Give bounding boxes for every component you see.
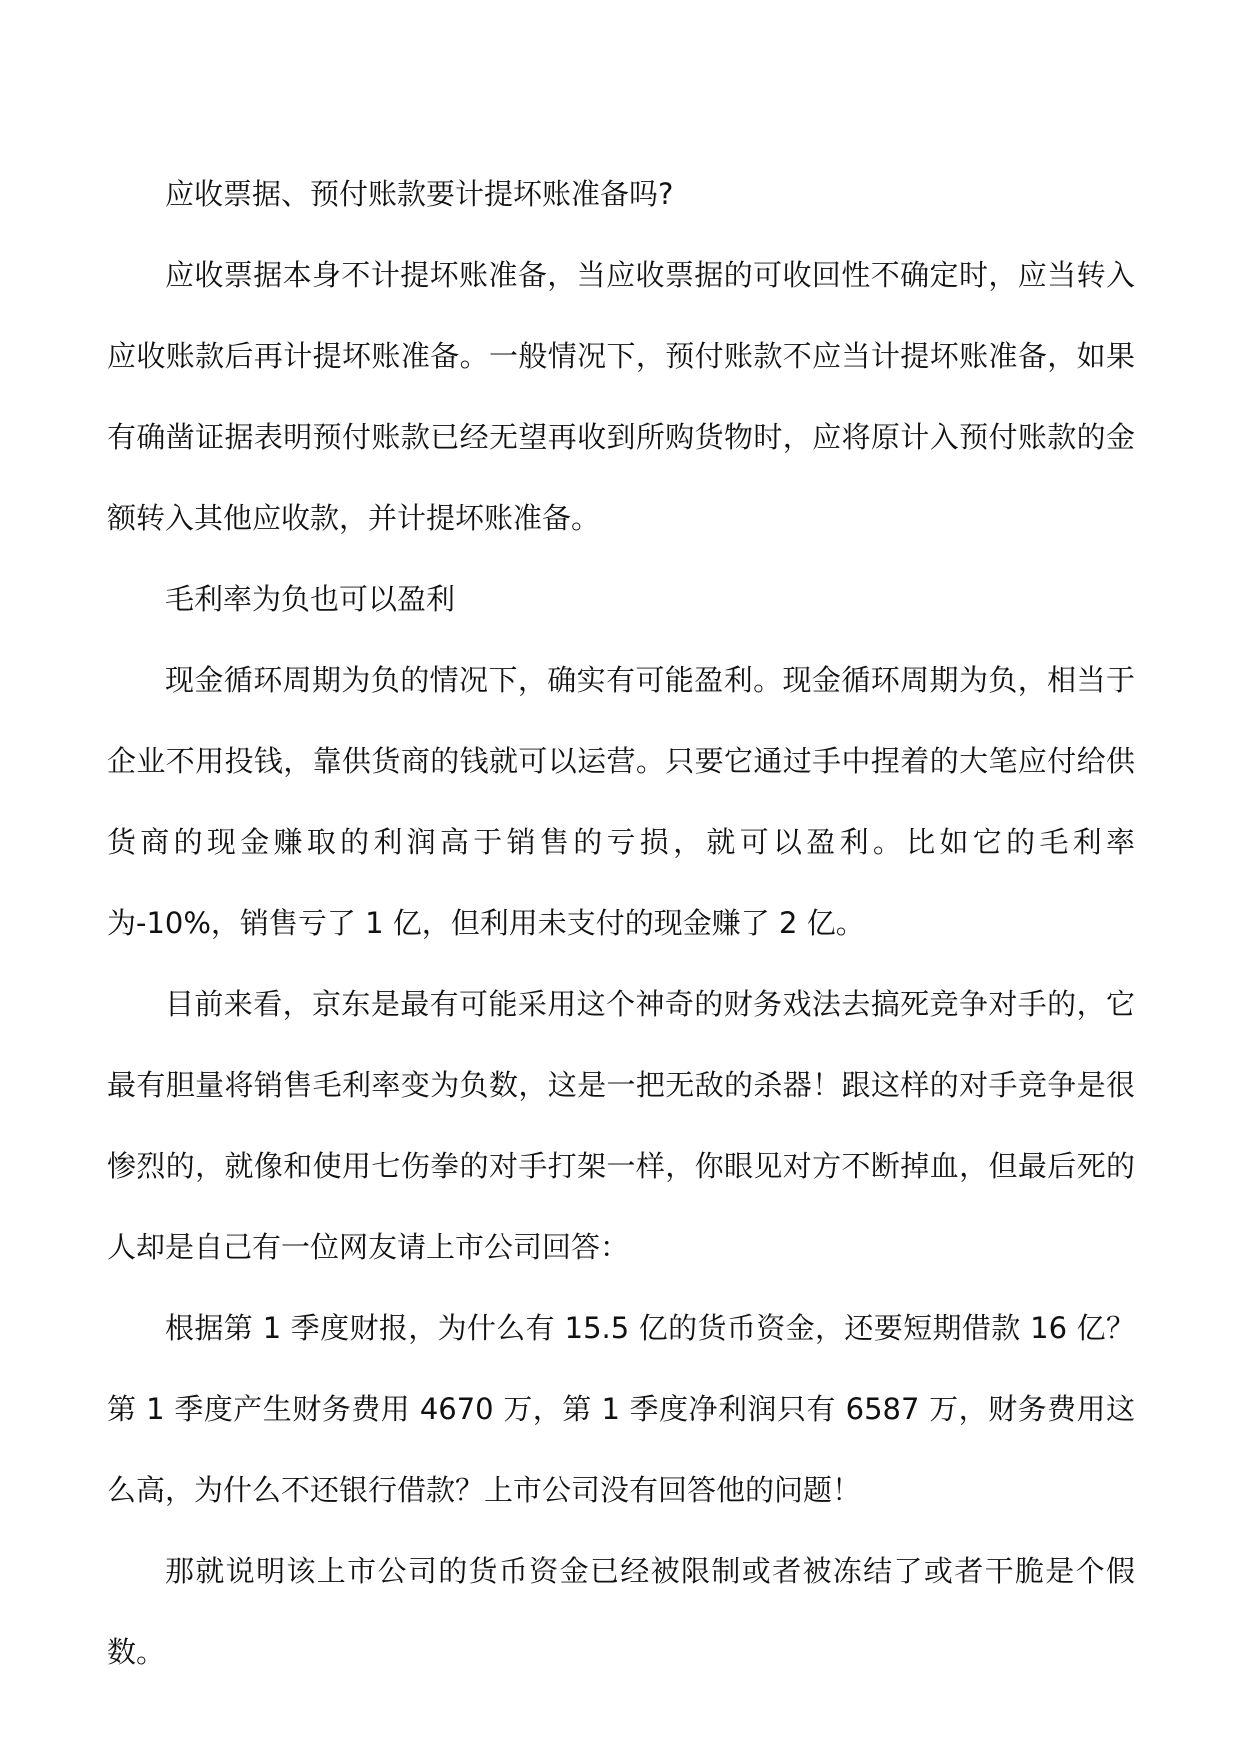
paragraph-investor-question: 根据第 1 季度财报，为什么有 15.5 亿的货币资金，还要短期借款 16 亿？第 1 季度产生财务费用 4670 万，第 1 季度净利润只有 6587 万，财务费用这么高，为什么不还银行借款？上市公司没有回答他的问题！	[107, 1311, 1135, 1507]
section-heading-negative-margin: 毛利率为负也可以盈利	[165, 582, 456, 616]
paragraph-jd-example: 目前来看，京东是最有可能采用这个神奇的财务戏法去搞死竞争对手的，它最有胆量将销售毛利率变为负数，这是一把无敌的杀器！跟这样的对手竞争是很惨烈的，就像和使用七伤拳的对手打架一样，你眼见对方不断掉血，但最后死的人却是自己有一位网友请上市公司回答：	[107, 987, 1135, 1264]
paragraph-cash-cycle: 现金循环周期为负的情况下，确实有可能盈利。现金循环周期为负，相当于企业不用投钱，靠供货商的钱就可以运营。只要它通过手中捏着的大笔应付给供货商的现金赚取的利润高于销售的亏损，就可以盈利。比如它的毛利率为-10%，销售亏了 1 亿，但利用未支付的现金赚了 2 亿。	[107, 663, 1135, 940]
paragraph-conclusion: 那就说明该上市公司的货币资金已经被限制或者被冻结了或者干脆是个假数。	[107, 1554, 1135, 1669]
paragraph-bad-debt: 应收票据本身不计提坏账准备，当应收票据的可收回性不确定时，应当转入应收账款后再计提坏账准备。一般情况下，预付账款不应当计提坏账准备，如果有确凿证据表明预付账款已经无望再收到所购货物时，应将原计入预付账款的金额转入其他应收款，并计提坏账准备。	[107, 258, 1135, 535]
section-heading-bad-debt: 应收票据、预付账款要计提坏账准备吗?	[165, 177, 674, 211]
document-body	[107, 154, 1135, 1693]
